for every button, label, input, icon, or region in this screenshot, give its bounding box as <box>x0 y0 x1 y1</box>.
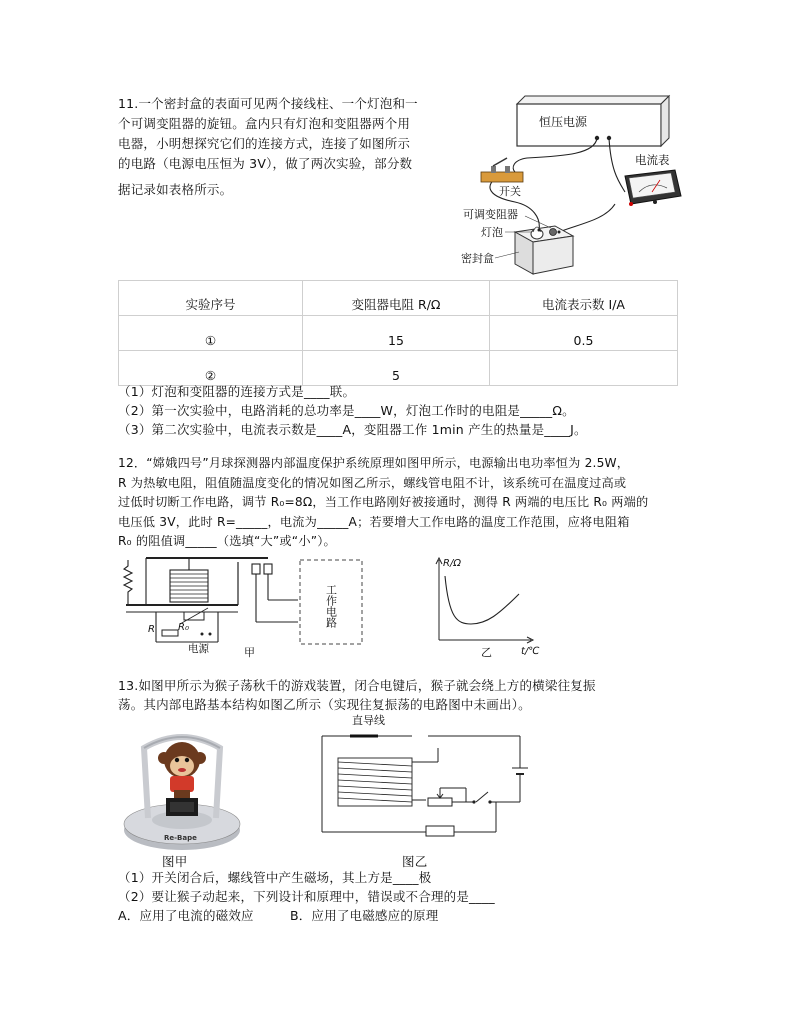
q13-question-1: （1）开关闭合后，螺线管中产生磁场，其上方是____极 <box>118 870 432 885</box>
fig-jia-caption: 甲 <box>244 646 255 658</box>
q11-line: 个可调变阻器的旋钮。盒内只有灯泡和变阻器两个用 <box>118 116 411 131</box>
q12-line: 12．“嫦娥四号”月球探测器内部温度保护系统原理如图甲所示，电源输出电功率恒为 2.5W， <box>118 456 630 470</box>
q11-questions <box>118 382 587 439</box>
q12-line: 过低时切断工作电路，调节 R₀=8Ω，当工作电路刚好被接通时，测得 R 两端的电压比 R₀ 两端的 <box>118 495 649 509</box>
bulb-label: 灯泡 <box>481 226 503 239</box>
straight-wire-label: 直导线 <box>352 714 385 727</box>
q11-line: 据记录如表格所示。 <box>118 182 233 197</box>
ammeter <box>625 153 681 206</box>
table-cell: 15 <box>303 316 490 351</box>
power-supply <box>517 96 669 146</box>
q11-data-table <box>118 280 678 386</box>
q13-fig-jia-caption: 图甲 <box>162 854 188 869</box>
table-cell: 5 <box>303 351 490 386</box>
toy-base-text: Re-Bape <box>164 834 197 842</box>
q13-line: 13.如图甲所示为猴子荡秋千的游戏装置，闭合电键后，猴子就会绕上方的横梁往复振 <box>118 678 596 693</box>
fig-yi-caption: 乙 <box>481 646 492 658</box>
q11-circuit-figure <box>455 92 695 277</box>
q11-line: 电器，小明想探究它们的连接方式，连接了如图所示 <box>118 136 411 151</box>
table-header-row <box>119 281 678 316</box>
q13-line: 荡。其内部电路基本结构如图乙所示（实现往复振荡的电路图中未画出）。 <box>118 697 531 712</box>
q11-question-3: （3）第二次实验中，电流表示数是____A，变阻器工作 1min 产生的热量是____J。 <box>118 422 587 437</box>
switch-label: 开关 <box>499 185 521 198</box>
q13-option-a: A．应用了电流的磁效应 <box>118 908 254 923</box>
q12-fig-yi <box>425 552 543 658</box>
table-header-cell: 电流表示数 I/A <box>490 281 678 316</box>
q13-text <box>118 676 596 714</box>
switch <box>481 158 523 198</box>
power-supply-label: 恒压电源 <box>539 115 588 129</box>
q12-line: R 为热敏电阻，阻值随温度变化的情况如图乙所示，螺线管电阻不计，该系统可在温度过高或 <box>118 475 627 490</box>
q12-line: R₀ 的阻值调_____（选填“大”或“小”）。 <box>118 534 336 548</box>
q13-fig-yi-caption: 图乙 <box>402 854 428 869</box>
q13-questions <box>118 868 495 925</box>
table-cell: ② <box>119 351 303 386</box>
x-axis-label: t/℃ <box>521 646 540 657</box>
rheostat-label: 可调变阻器 <box>463 208 518 221</box>
q11-question-2: （2）第一次实验中，电路消耗的总功率是____W，灯泡工作时的电阻是_____Ω。 <box>118 403 575 418</box>
table-row <box>119 351 678 386</box>
q11-text <box>118 94 463 200</box>
q13-options-row <box>118 906 495 925</box>
q12-line: 电压低 3V，此时 R=_____，电流为_____A；若要增大工作电路的温度工作范围，应将电阻箱 <box>118 514 630 529</box>
q12-fig-jia <box>118 550 378 658</box>
table-cell: ① <box>119 316 303 351</box>
table-row <box>119 316 678 351</box>
work-circuit-label: 工作电路 <box>324 584 338 628</box>
q11-line: 11.一个密封盒的表面可见两个接线柱、一个灯泡和一 <box>118 96 418 111</box>
q12-text <box>118 454 648 552</box>
q13-fig-yi <box>316 712 536 854</box>
q13-option-b: B．应用了电磁感应的原理 <box>289 908 439 923</box>
table-header-cell: 实验序号 <box>119 281 303 316</box>
q13-question-2: （2）要让猴子动起来，下列设计和原理中，错误或不合理的是____ <box>118 889 495 904</box>
y-axis-label: R/Ω <box>443 558 461 569</box>
q11-line: 的电路（电源电压恒为 3V），做了两次实验，部分数 <box>118 156 413 171</box>
ammeter-label: 电流表 <box>635 153 670 167</box>
sealed-box <box>515 226 573 274</box>
table-header-cell: 变阻器电阻 R/Ω <box>303 281 490 316</box>
table-cell: 0.5 <box>490 316 678 351</box>
r0-label: R₀ <box>178 622 189 633</box>
sealed-box-label: 密封盒 <box>461 252 494 265</box>
table-cell <box>490 351 678 386</box>
r-label: R <box>148 624 155 635</box>
q11-question-1: （1）灯泡和变阻器的连接方式是____联。 <box>118 384 356 399</box>
power-source-label: 电源 <box>188 643 209 655</box>
q13-fig-jia <box>118 720 248 870</box>
